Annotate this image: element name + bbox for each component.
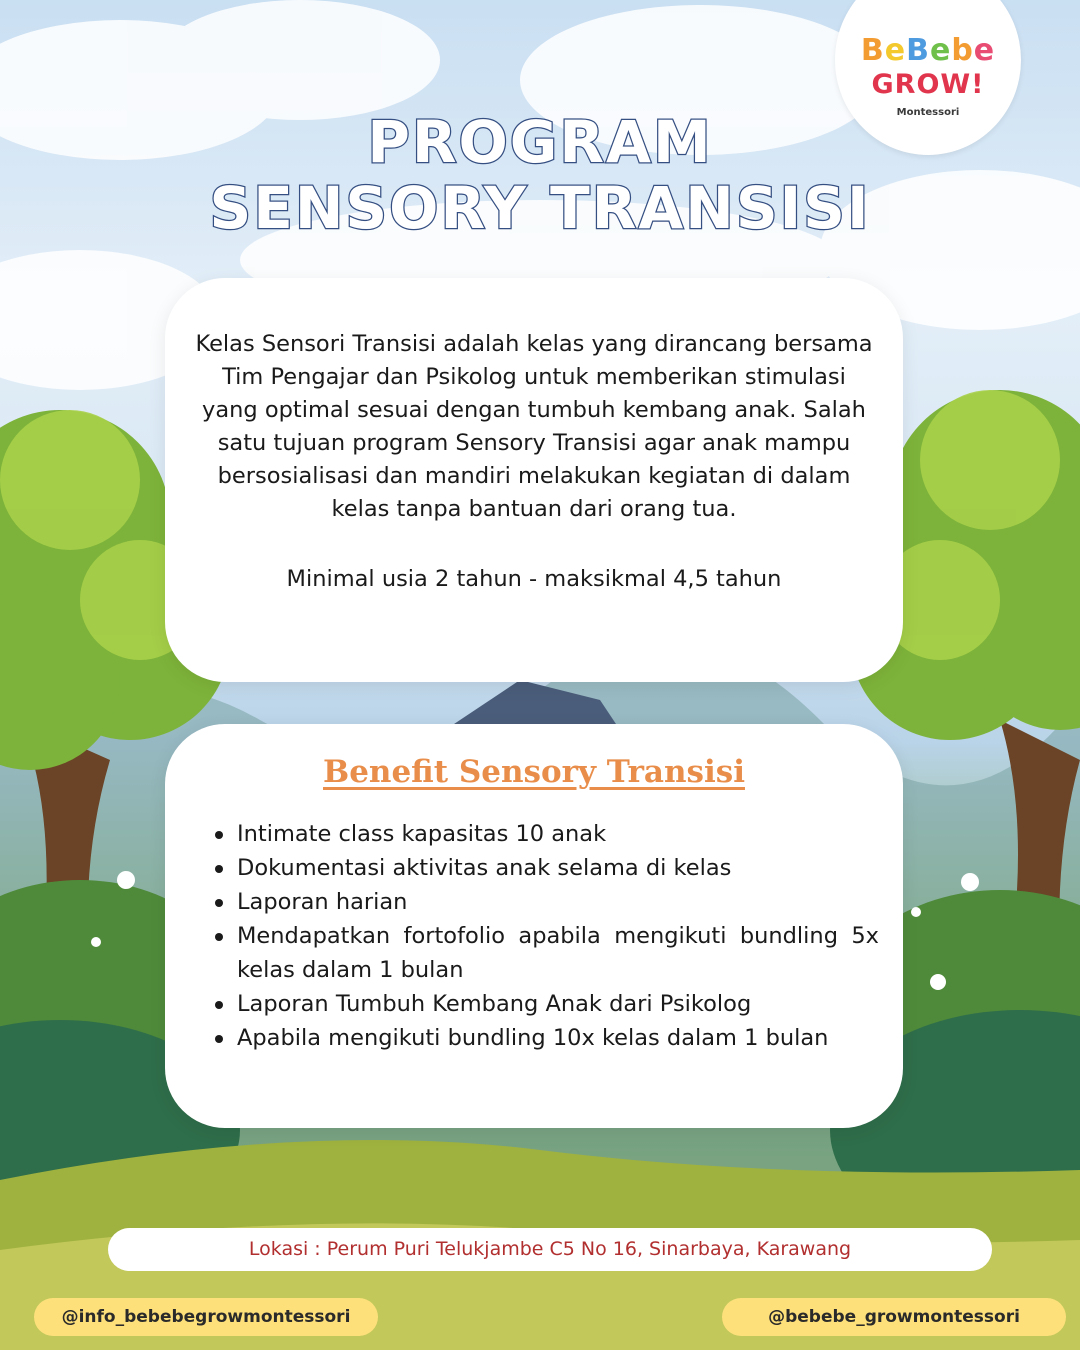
logo-subtitle: Montessori [896, 107, 960, 118]
description-text: Kelas Sensori Transisi adalah kelas yang dirancang bersama Tim Pengajar dan Psikolog untuk memberikan stimulasi yang optimal sesuai dengan tumbuh kembang anak. Salah satu tujuan program Sensory Transisi agar anak mampu bersosialisasi dan mandiri melakukan kegiatan di dalam kelas tanpa bantuan dari orang tua. [195, 331, 873, 522]
list-item: Mendapatkan fortofolio apabila mengikuti bundling 5x kelas dalam 1 bulan [237, 919, 879, 987]
list-item: Intimate class kapasitas 10 anak [237, 817, 879, 851]
benefit-card [165, 724, 903, 1128]
page-title-line-1: PROGRAM [367, 108, 713, 176]
list-item: Apabila mengikuti bundling 10x kelas dalam 1 bulan [237, 1021, 879, 1055]
logo-grow-text: GROW! [871, 69, 985, 100]
list-item: Dokumentasi aktivitas anak selama di kelas [237, 851, 879, 885]
location-banner: Lokasi : Perum Puri Telukjambe C5 No 16, Sinarbaya, Karawang [108, 1228, 992, 1271]
benefit-title: Benefit Sensory Transisi [323, 754, 745, 790]
instagram-handle-info: @info_bebebegrowmontessori [34, 1298, 378, 1336]
list-item: Laporan Tumbuh Kembang Anak dari Psikolog [237, 987, 879, 1021]
benefit-list [237, 817, 879, 1055]
age-requirement: Minimal usia 2 tahun - maksikmal 4,5 tahun [286, 566, 782, 592]
instagram-handle-main: @bebebe_growmontessori [722, 1298, 1066, 1336]
description-card [165, 278, 903, 682]
logo-wordmark: BeBebe [860, 33, 996, 68]
page-title-line-2: SENSORY TRANSISI [209, 174, 871, 242]
list-item: Laporan harian [237, 885, 879, 919]
